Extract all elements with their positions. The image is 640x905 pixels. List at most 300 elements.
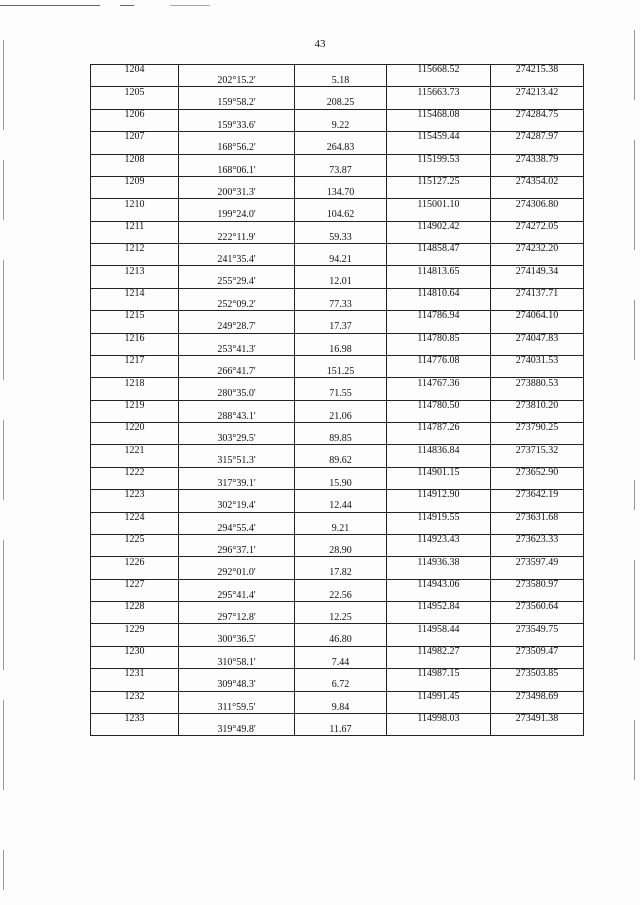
angle-cell-empty	[179, 534, 295, 545]
segment-row	[91, 635, 584, 646]
direction-angle-cell: 199°24.0'	[179, 210, 295, 221]
point-row	[91, 244, 584, 255]
segment-row	[91, 367, 584, 378]
point-number-cell: 1217	[91, 355, 179, 366]
point-number-cell: 1228	[91, 602, 179, 613]
direction-angle-cell: 300°36.5'	[179, 635, 295, 646]
direction-angle-cell: 288°43.1'	[179, 411, 295, 422]
direction-angle-cell: 317°39.1'	[179, 478, 295, 489]
x-coordinate-cell: 114952.84	[387, 602, 491, 613]
x-coordinate-cell: 114987.15	[387, 669, 491, 680]
direction-angle-cell: 294°55.4'	[179, 523, 295, 534]
x-coordinate-cell: 114912.90	[387, 490, 491, 501]
direction-angle-cell: 296°37.1'	[179, 546, 295, 557]
x-coordinate-cell-empty	[387, 680, 491, 691]
point-number-cell-empty	[91, 657, 179, 668]
segment-row	[91, 568, 584, 579]
x-coordinate-cell-empty	[387, 232, 491, 243]
point-number-cell-empty	[91, 143, 179, 154]
x-coordinate-cell-empty	[387, 255, 491, 266]
y-coordinate-cell: 273560.64	[491, 602, 584, 613]
point-number-cell-empty	[91, 702, 179, 713]
x-coordinate-cell: 114787.26	[387, 423, 491, 434]
direction-angle-cell: 252°09.2'	[179, 299, 295, 310]
distance-cell: 28.90	[295, 546, 387, 557]
point-number-cell: 1208	[91, 154, 179, 165]
point-number-cell-empty	[91, 299, 179, 310]
x-coordinate-cell: 114936.38	[387, 557, 491, 568]
x-coordinate-cell-empty	[387, 98, 491, 109]
point-number-cell-empty	[91, 568, 179, 579]
y-coordinate-cell-empty	[491, 389, 584, 400]
distance-cell: 59.33	[295, 232, 387, 243]
x-coordinate-cell: 115127.25	[387, 176, 491, 187]
y-coordinate-cell: 274354.02	[491, 176, 584, 187]
x-coordinate-cell-empty	[387, 523, 491, 534]
y-coordinate-cell: 273580.97	[491, 579, 584, 590]
y-coordinate-cell: 273810.20	[491, 400, 584, 411]
direction-angle-cell: 311°59.5'	[179, 702, 295, 713]
x-coordinate-cell-empty	[387, 344, 491, 355]
point-row	[91, 221, 584, 232]
y-coordinate-cell-empty	[491, 456, 584, 467]
distance-cell: 134.70	[295, 188, 387, 199]
y-coordinate-cell: 274031.53	[491, 355, 584, 366]
point-number-cell-empty	[91, 725, 179, 736]
x-coordinate-cell-empty	[387, 702, 491, 713]
distance-cell-empty	[295, 154, 387, 165]
x-coordinate-cell: 114982.27	[387, 646, 491, 657]
y-coordinate-cell: 273498.69	[491, 691, 584, 702]
angle-cell-empty	[179, 266, 295, 277]
point-row	[91, 512, 584, 523]
point-row	[91, 109, 584, 120]
distance-cell: 208.25	[295, 98, 387, 109]
x-coordinate-cell: 114991.45	[387, 691, 491, 702]
direction-angle-cell: 315°51.3'	[179, 456, 295, 467]
distance-cell-empty	[295, 355, 387, 366]
distance-cell-empty	[295, 132, 387, 143]
distance-cell: 12.01	[295, 277, 387, 288]
segment-row	[91, 76, 584, 87]
angle-cell-empty	[179, 490, 295, 501]
y-coordinate-cell-empty	[491, 98, 584, 109]
angle-cell-empty	[179, 221, 295, 232]
distance-cell: 15.90	[295, 478, 387, 489]
angle-cell-empty	[179, 467, 295, 478]
point-number-cell: 1232	[91, 691, 179, 702]
direction-angle-cell: 222°11.9'	[179, 232, 295, 243]
y-coordinate-cell: 274232.20	[491, 244, 584, 255]
angle-cell-empty	[179, 109, 295, 120]
segment-row	[91, 702, 584, 713]
segment-row	[91, 299, 584, 310]
angle-cell-empty	[179, 288, 295, 299]
angle-cell-empty	[179, 333, 295, 344]
point-number-cell-empty	[91, 277, 179, 288]
direction-angle-cell: 168°06.1'	[179, 165, 295, 176]
y-coordinate-cell-empty	[491, 299, 584, 310]
point-number-cell-empty	[91, 456, 179, 467]
point-row	[91, 333, 584, 344]
distance-cell: 6.72	[295, 680, 387, 691]
angle-cell-empty	[179, 669, 295, 680]
y-coordinate-cell-empty	[491, 657, 584, 668]
y-coordinate-cell: 273880.53	[491, 378, 584, 389]
direction-angle-cell: 202°15.2'	[179, 76, 295, 87]
segment-row	[91, 322, 584, 333]
distance-cell: 16.98	[295, 344, 387, 355]
angle-cell-empty	[179, 557, 295, 568]
scan-artifact-left	[3, 0, 6, 905]
point-number-cell: 1204	[91, 65, 179, 76]
point-row	[91, 176, 584, 187]
point-number-cell-empty	[91, 255, 179, 266]
direction-angle-cell: 319°49.8'	[179, 725, 295, 736]
y-coordinate-cell: 273491.38	[491, 713, 584, 724]
point-row	[91, 154, 584, 165]
segment-row	[91, 188, 584, 199]
distance-cell-empty	[295, 557, 387, 568]
point-number-cell-empty	[91, 478, 179, 489]
distance-cell-empty	[295, 490, 387, 501]
y-coordinate-cell-empty	[491, 680, 584, 691]
point-row	[91, 691, 584, 702]
point-row	[91, 490, 584, 501]
point-row	[91, 87, 584, 98]
y-coordinate-cell-empty	[491, 501, 584, 512]
direction-angle-cell: 303°29.5'	[179, 434, 295, 445]
y-coordinate-cell: 274284.75	[491, 109, 584, 120]
point-number-cell: 1225	[91, 534, 179, 545]
x-coordinate-cell-empty	[387, 143, 491, 154]
point-number-cell: 1216	[91, 333, 179, 344]
segment-row	[91, 210, 584, 221]
distance-cell: 104.62	[295, 210, 387, 221]
distance-cell: 5.18	[295, 76, 387, 87]
angle-cell-empty	[179, 355, 295, 366]
x-coordinate-cell-empty	[387, 165, 491, 176]
distance-cell-empty	[295, 534, 387, 545]
x-coordinate-cell-empty	[387, 456, 491, 467]
direction-angle-cell: 310°58.1'	[179, 657, 295, 668]
y-coordinate-cell-empty	[491, 590, 584, 601]
angle-cell-empty	[179, 646, 295, 657]
point-number-cell-empty	[91, 590, 179, 601]
point-row	[91, 445, 584, 456]
segment-row	[91, 165, 584, 176]
x-coordinate-cell-empty	[387, 725, 491, 736]
point-row	[91, 624, 584, 635]
point-number-cell-empty	[91, 501, 179, 512]
distance-cell-empty	[295, 109, 387, 120]
direction-angle-cell: 292°01.0'	[179, 568, 295, 579]
direction-angle-cell: 280°35.0'	[179, 389, 295, 400]
y-coordinate-cell-empty	[491, 725, 584, 736]
angle-cell-empty	[179, 176, 295, 187]
distance-cell: 17.37	[295, 322, 387, 333]
angle-cell-empty	[179, 199, 295, 210]
x-coordinate-cell: 114923.43	[387, 534, 491, 545]
x-coordinate-cell-empty	[387, 546, 491, 557]
segment-row	[91, 232, 584, 243]
x-coordinate-cell: 114958.44	[387, 624, 491, 635]
angle-cell-empty	[179, 713, 295, 724]
distance-cell: 7.44	[295, 657, 387, 668]
y-coordinate-cell: 274287.97	[491, 132, 584, 143]
point-number-cell-empty	[91, 210, 179, 221]
distance-cell-empty	[295, 244, 387, 255]
distance-cell-empty	[295, 199, 387, 210]
point-number-cell-empty	[91, 98, 179, 109]
x-coordinate-cell-empty	[387, 657, 491, 668]
x-coordinate-cell-empty	[387, 299, 491, 310]
direction-angle-cell: 168°56.2'	[179, 143, 295, 154]
y-coordinate-cell-empty	[491, 546, 584, 557]
y-coordinate-cell: 273509.47	[491, 646, 584, 657]
segment-row	[91, 389, 584, 400]
distance-cell-empty	[295, 669, 387, 680]
x-coordinate-cell: 115468.08	[387, 109, 491, 120]
segment-row	[91, 120, 584, 131]
point-number-cell-empty	[91, 389, 179, 400]
point-row	[91, 288, 584, 299]
point-number-cell: 1221	[91, 445, 179, 456]
y-coordinate-cell: 273631.68	[491, 512, 584, 523]
angle-cell-empty	[179, 691, 295, 702]
point-number-cell: 1211	[91, 221, 179, 232]
segment-row	[91, 613, 584, 624]
distance-cell: 46.80	[295, 635, 387, 646]
direction-angle-cell: 159°58.2'	[179, 98, 295, 109]
segment-row	[91, 478, 584, 489]
distance-cell-empty	[295, 445, 387, 456]
x-coordinate-cell-empty	[387, 188, 491, 199]
x-coordinate-cell: 114813.65	[387, 266, 491, 277]
scan-artifact-right	[634, 0, 637, 905]
x-coordinate-cell-empty	[387, 210, 491, 221]
y-coordinate-cell: 273549.75	[491, 624, 584, 635]
point-number-cell-empty	[91, 613, 179, 624]
x-coordinate-cell-empty	[387, 389, 491, 400]
segment-row	[91, 456, 584, 467]
y-coordinate-cell-empty	[491, 143, 584, 154]
x-coordinate-cell: 115001.10	[387, 199, 491, 210]
point-row	[91, 355, 584, 366]
x-coordinate-cell-empty	[387, 478, 491, 489]
page-number: 43	[314, 38, 326, 50]
point-row	[91, 579, 584, 590]
segment-row	[91, 657, 584, 668]
y-coordinate-cell: 273597.49	[491, 557, 584, 568]
x-coordinate-cell: 114767.36	[387, 378, 491, 389]
point-number-cell: 1219	[91, 400, 179, 411]
segment-row	[91, 523, 584, 534]
y-coordinate-cell-empty	[491, 277, 584, 288]
segment-row	[91, 590, 584, 601]
point-row	[91, 132, 584, 143]
distance-cell-empty	[295, 467, 387, 478]
y-coordinate-cell-empty	[491, 210, 584, 221]
segment-row	[91, 546, 584, 557]
angle-cell-empty	[179, 579, 295, 590]
y-coordinate-cell: 273623.33	[491, 534, 584, 545]
y-coordinate-cell-empty	[491, 322, 584, 333]
point-row	[91, 646, 584, 657]
distance-cell-empty	[295, 400, 387, 411]
x-coordinate-cell: 115459.44	[387, 132, 491, 143]
y-coordinate-cell-empty	[491, 76, 584, 87]
y-coordinate-cell-empty	[491, 411, 584, 422]
direction-angle-cell: 309°48.3'	[179, 680, 295, 691]
x-coordinate-cell: 114836.84	[387, 445, 491, 456]
x-coordinate-cell-empty	[387, 635, 491, 646]
point-row	[91, 311, 584, 322]
angle-cell-empty	[179, 244, 295, 255]
segment-row	[91, 411, 584, 422]
point-number-cell: 1229	[91, 624, 179, 635]
point-row	[91, 400, 584, 411]
y-coordinate-cell-empty	[491, 613, 584, 624]
angle-cell-empty	[179, 132, 295, 143]
y-coordinate-cell: 273715.32	[491, 445, 584, 456]
point-number-cell-empty	[91, 635, 179, 646]
scan-artifact-top	[0, 2, 220, 8]
direction-angle-cell: 200°31.3'	[179, 188, 295, 199]
point-number-cell-empty	[91, 322, 179, 333]
x-coordinate-cell-empty	[387, 322, 491, 333]
x-coordinate-cell-empty	[387, 277, 491, 288]
x-coordinate-cell: 115668.52	[387, 65, 491, 76]
angle-cell-empty	[179, 624, 295, 635]
point-number-cell-empty	[91, 523, 179, 534]
distance-cell-empty	[295, 691, 387, 702]
distance-cell-empty	[295, 288, 387, 299]
distance-cell: 17.82	[295, 568, 387, 579]
point-number-cell: 1205	[91, 87, 179, 98]
point-row	[91, 266, 584, 277]
y-coordinate-cell-empty	[491, 478, 584, 489]
point-number-cell: 1233	[91, 713, 179, 724]
x-coordinate-cell: 114780.50	[387, 400, 491, 411]
point-row	[91, 378, 584, 389]
point-number-cell: 1212	[91, 244, 179, 255]
y-coordinate-cell: 274149.34	[491, 266, 584, 277]
point-number-cell: 1218	[91, 378, 179, 389]
y-coordinate-cell-empty	[491, 568, 584, 579]
point-number-cell-empty	[91, 367, 179, 378]
segment-row	[91, 98, 584, 109]
point-number-cell-empty	[91, 76, 179, 87]
direction-angle-cell: 297°12.8'	[179, 613, 295, 624]
point-number-cell-empty	[91, 680, 179, 691]
y-coordinate-cell: 273642.19	[491, 490, 584, 501]
y-coordinate-cell: 274306.80	[491, 199, 584, 210]
point-number-cell-empty	[91, 411, 179, 422]
angle-cell-empty	[179, 311, 295, 322]
point-number-cell: 1227	[91, 579, 179, 590]
x-coordinate-cell: 114901.15	[387, 467, 491, 478]
segment-row	[91, 680, 584, 691]
distance-cell: 71.55	[295, 389, 387, 400]
y-coordinate-cell-empty	[491, 255, 584, 266]
distance-cell: 77.33	[295, 299, 387, 310]
y-coordinate-cell-empty	[491, 523, 584, 534]
direction-angle-cell: 295°41.4'	[179, 590, 295, 601]
distance-cell-empty	[295, 311, 387, 322]
point-number-cell: 1230	[91, 646, 179, 657]
point-number-cell: 1220	[91, 423, 179, 434]
distance-cell: 22.56	[295, 590, 387, 601]
y-coordinate-cell-empty	[491, 367, 584, 378]
distance-cell: 12.25	[295, 613, 387, 624]
direction-angle-cell: 249°28.7'	[179, 322, 295, 333]
x-coordinate-cell: 115663.73	[387, 87, 491, 98]
y-coordinate-cell: 274338.79	[491, 154, 584, 165]
direction-angle-cell: 266°41.7'	[179, 367, 295, 378]
distance-cell-empty	[295, 646, 387, 657]
x-coordinate-cell: 114786.94	[387, 311, 491, 322]
distance-cell-empty	[295, 65, 387, 76]
point-number-cell-empty	[91, 188, 179, 199]
distance-cell: 21.06	[295, 411, 387, 422]
angle-cell-empty	[179, 87, 295, 98]
y-coordinate-cell-empty	[491, 344, 584, 355]
angle-cell-empty	[179, 400, 295, 411]
point-number-cell: 1210	[91, 199, 179, 210]
y-coordinate-cell-empty	[491, 434, 584, 445]
distance-cell-empty	[295, 378, 387, 389]
y-coordinate-cell-empty	[491, 165, 584, 176]
point-row	[91, 713, 584, 724]
coordinate-table	[90, 64, 584, 736]
distance-cell-empty	[295, 602, 387, 613]
x-coordinate-cell-empty	[387, 568, 491, 579]
segment-row	[91, 344, 584, 355]
angle-cell-empty	[179, 154, 295, 165]
distance-cell: 12.44	[295, 501, 387, 512]
x-coordinate-cell: 114998.03	[387, 713, 491, 724]
distance-cell-empty	[295, 176, 387, 187]
y-coordinate-cell-empty	[491, 188, 584, 199]
direction-angle-cell: 302°19.4'	[179, 501, 295, 512]
x-coordinate-cell: 114776.08	[387, 355, 491, 366]
y-coordinate-cell-empty	[491, 635, 584, 646]
x-coordinate-cell-empty	[387, 434, 491, 445]
point-number-cell: 1213	[91, 266, 179, 277]
distance-cell: 89.85	[295, 434, 387, 445]
point-row	[91, 602, 584, 613]
y-coordinate-cell: 274213.42	[491, 87, 584, 98]
distance-cell-empty	[295, 624, 387, 635]
direction-angle-cell: 241°35.4'	[179, 255, 295, 266]
y-coordinate-cell: 273503.85	[491, 669, 584, 680]
point-number-cell: 1224	[91, 512, 179, 523]
distance-cell-empty	[295, 221, 387, 232]
point-row	[91, 534, 584, 545]
distance-cell-empty	[295, 579, 387, 590]
point-number-cell-empty	[91, 165, 179, 176]
x-coordinate-cell: 114919.55	[387, 512, 491, 523]
angle-cell-empty	[179, 512, 295, 523]
distance-cell: 11.67	[295, 725, 387, 736]
point-row	[91, 423, 584, 434]
y-coordinate-cell: 274137.71	[491, 288, 584, 299]
y-coordinate-cell: 274215.38	[491, 65, 584, 76]
x-coordinate-cell-empty	[387, 367, 491, 378]
segment-row	[91, 143, 584, 154]
point-row	[91, 199, 584, 210]
